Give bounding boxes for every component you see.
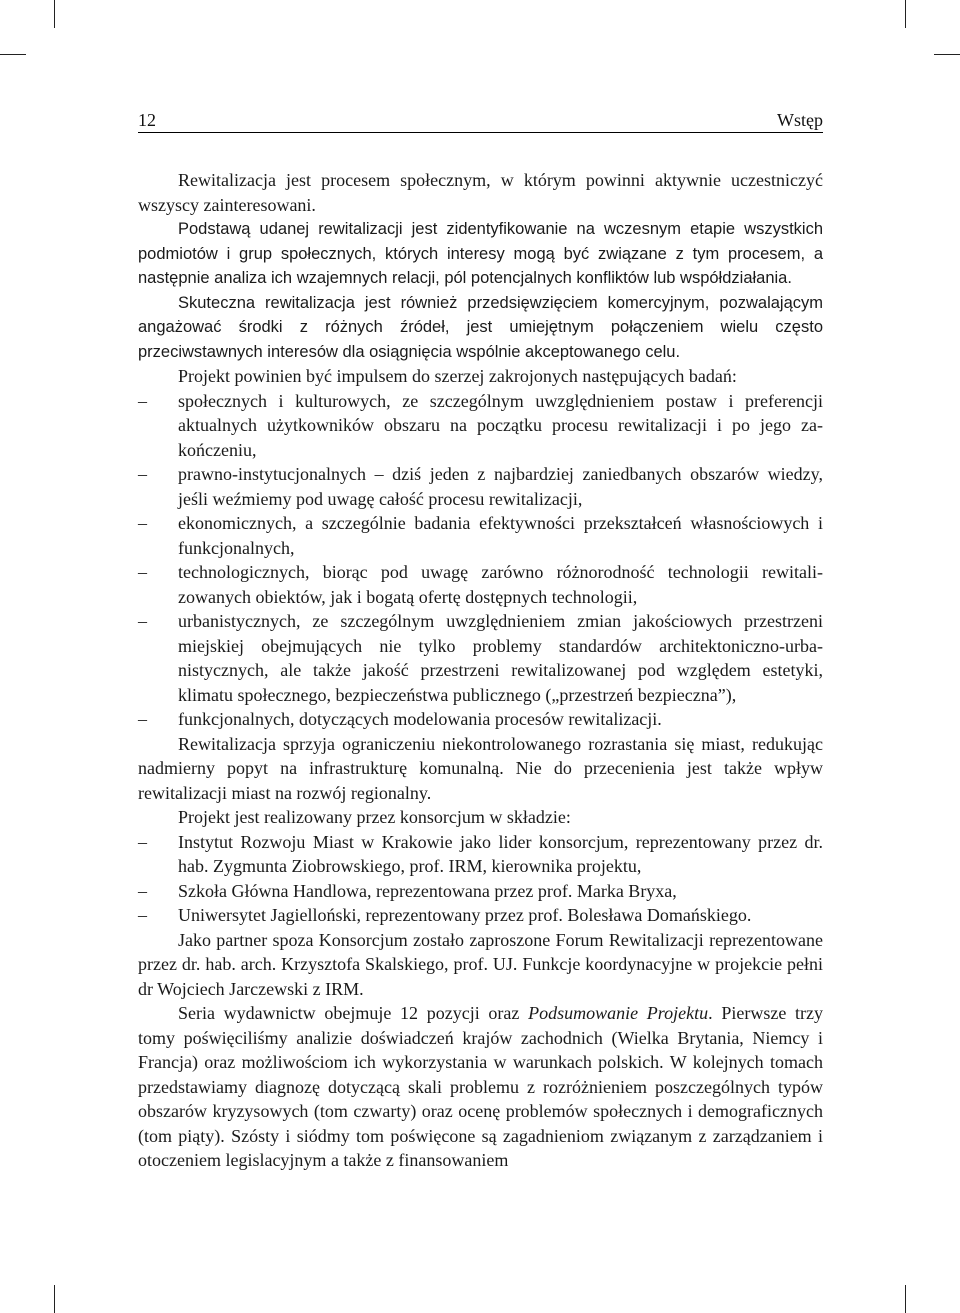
paragraph: Rewitalizacja sprzyja ograniczeniu niekontrolowanego rozrastania się miast, redukując nadmierny popyt na infrastrukturę komunalną. Nie do przecenienia jest także wpływ rewitalizacji miast na rozwój regionalny. <box>138 733 823 803</box>
list-item-text: Uniwersytet Jagielloński, reprezentowany przez prof. Bolesława Domańskiego. <box>178 905 752 925</box>
crop-mark <box>54 1285 55 1313</box>
page-number: 12 <box>138 110 156 130</box>
research-list <box>138 389 823 732</box>
dash-bullet: – <box>138 464 147 484</box>
dash-bullet: – <box>138 513 147 533</box>
list-item-text: Instytut Rozwoju Miast w Krakowie jako lider konsorcjum, reprezentowany przez dr. hab. Zygmunta Ziobrowskiego, prof. IRM, kierownika projektu, <box>178 831 823 876</box>
list-item-text: Szkoła Główna Handlowa, reprezentowana przez prof. Marka Bryxa, <box>178 880 677 901</box>
paragraph: Projekt jest realizowany przez konsorcjum w składzie: <box>178 807 571 827</box>
paragraph: Projekt powinien być impulsem do szerzej zakrojonych następujących badań: <box>178 366 737 386</box>
crop-mark <box>0 54 26 55</box>
list-item <box>138 389 823 463</box>
list-item <box>138 609 823 707</box>
list-item-text: technologicznych, biorąc pod uwagę zarówno różnorodność technologii rewitalizowanych obiektów, jak i bogatą ofertę dostępnych technologii, <box>178 562 823 607</box>
list-item <box>138 830 823 879</box>
text-run: . Pierwsze trzy tomy poświęciliśmy analizie doświadczeń krajów zachodnich (Wielka Brytania, Niemcy i Francja) oraz możliwościom ich wykorzystania w warunkach polskich. W kolejnych tomach przedstawiamy diagnozę dotyczącą skali problemu z rozróżnieniem poszczególnych typów obszarów kryzysowych (tom czwarty) oraz ocenę problemów społecznych i demograficznych (tom piąty). Szósty i siódmy tom poświęcone są zagadnieniom związanym z zarządzaniem i otoczeniem legislacyjnym a także z finansowaniem <box>138 1003 823 1170</box>
list-item <box>138 462 823 511</box>
list-item <box>138 707 823 732</box>
body-text <box>138 168 823 1173</box>
dash-bullet: – <box>138 880 147 901</box>
dash-bullet: – <box>138 709 147 729</box>
italic-title: Podsumowanie Projektu <box>528 1003 709 1023</box>
consortium-list <box>138 830 823 928</box>
list-item <box>138 560 823 609</box>
dash-bullet: – <box>138 831 147 852</box>
list-item-text: ekonomicznych, a szczególnie badania efektywności przekształceń własnościowych i funkcjonalnych, <box>178 513 823 558</box>
list-item-text: urbanistycznych, ze szczególnym uwzględnieniem zmian jakościowych przestrzeni miejskiej obejmujących nie tylko problemy standardów architektoniczno-urbanistycznych, ale także jakość przestrzeni rewitalizowanej pod względem estetyki, klimatu społecznego, bezpieczeństwa publicznego („przestrzeń bezpieczna”), <box>178 611 823 705</box>
crop-mark <box>934 54 960 55</box>
list-item <box>138 879 823 904</box>
list-item-text: prawno-instytucjonalnych – dziś jeden z najbardziej zaniedbanych obszarów wiedzy, jeśli weźmiemy pod uwagę całość procesu rewitalizacji, <box>178 464 823 509</box>
list-item <box>138 511 823 560</box>
list-item-text: funkcjonalnych, dotyczących modelowania procesów rewitalizacji. <box>178 709 662 729</box>
paragraph: Jako partner spoza Konsorcjum zostało zaproszone Forum Rewitalizacji reprezentowane przez dr. hab. arch. Krzysztofa Skalskiego, prof. UJ. Funkcje koordynacyjne w projekcie pełni dr Wojciech Jarczewski z IRM. <box>138 929 823 999</box>
dash-bullet: – <box>138 905 147 925</box>
list-item-text: społecznych i kulturowych, ze szczególnym uwzględnieniem postaw i preferencji aktualnych użytkowników obszaru na początku procesu rewitalizacji i po jego zakończeniu, <box>178 390 823 460</box>
dash-bullet: – <box>138 562 147 582</box>
dash-bullet: – <box>138 390 147 411</box>
section-title: Wstęp <box>777 110 823 130</box>
paragraph: Podstawą udanej rewitalizacji jest zidentyfikowanie na wczesnym etapie wszystkich podmiotów i grup społecznych, których interesy mogą być związane z tym procesem, a następnie analiza ich wzajemnych relacji, pól potencjalnych konfliktów lub współdziałania. <box>138 220 823 287</box>
dash-bullet: – <box>138 611 147 631</box>
running-header <box>138 106 823 133</box>
text-run: Seria wydawnictw obejmuje 12 pozycji oraz <box>178 1003 529 1023</box>
list-item <box>138 903 823 928</box>
paragraph <box>138 1001 823 1173</box>
paragraph: Skuteczna rewitalizacja jest również przedsięwzięciem komercyjnym, pozwalającym angażować środki z różnych źródeł, jest umiejętnym połączeniem wielu często przeciwstawnych interesów dla osiągnięcia wspólnie akceptowanego celu. <box>138 293 823 361</box>
crop-mark <box>905 1285 906 1313</box>
paragraph: Rewitalizacja jest procesem społecznym, w którym powinni aktywnie uczestniczyć wszyscy zainteresowani. <box>138 170 823 215</box>
crop-mark <box>905 0 906 28</box>
crop-mark <box>54 0 55 28</box>
